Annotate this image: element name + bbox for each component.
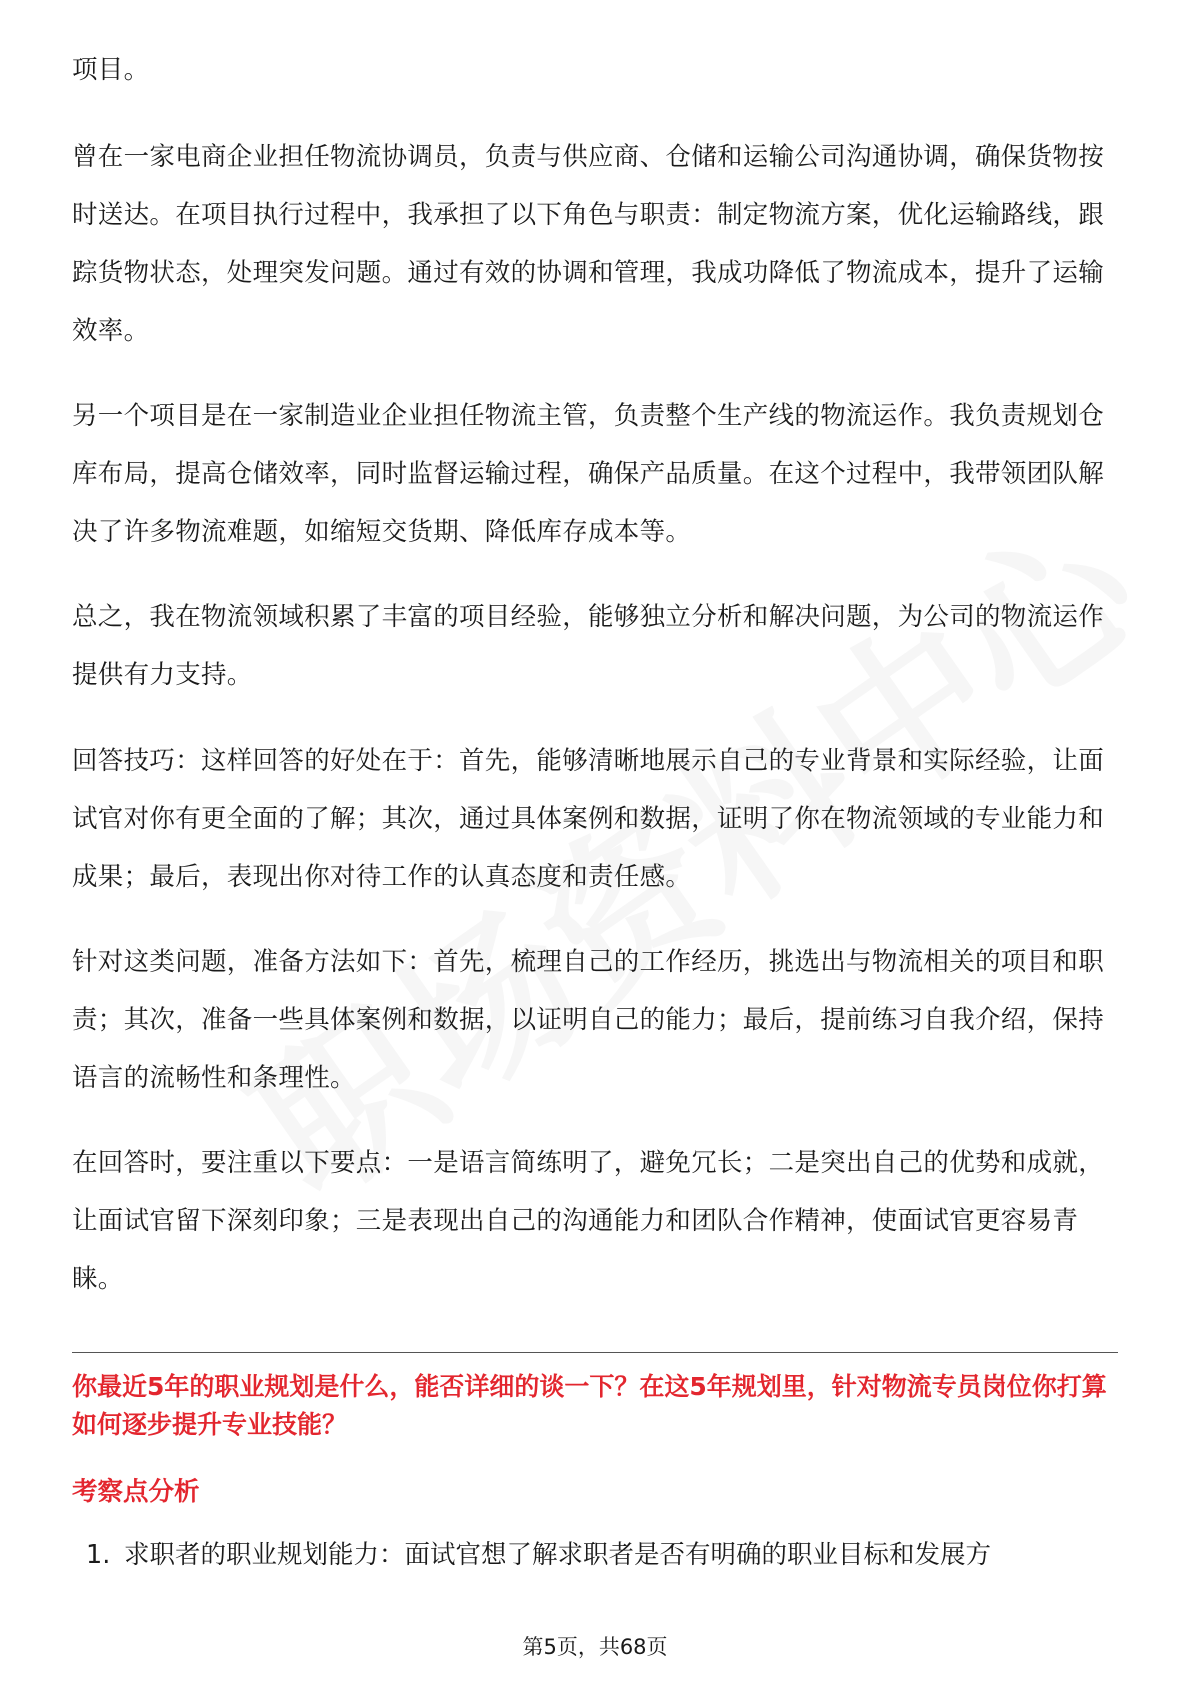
interview-question: 你最近5年的职业规划是什么，能否详细的谈一下？在这5年规划里，针对物流专员岗位你打算如何逐步提升专业技能？ [72,1372,1107,1439]
body-paragraph: 另一个项目是在一家制造业企业担任物流主管，负责整个生产线的物流运作。我负责规划仓库布局，提高仓储效率，同时监督运输过程，确保产品质量。在这个过程中，我带领团队解决了许多物流难题，如缩短交货期、降低库存成本等。 [72,401,1105,547]
body-paragraph: 针对这类问题，准备方法如下：首先，梳理自己的工作经历，挑选出与物流相关的项目和职责；其次，准备一些具体案例和数据，以证明自己的能力；最后，提前练习自我介绍，保持语言的流畅性和条理性。 [72,947,1105,1093]
body-paragraph: 在回答时，要注重以下要点：一是语言简练明了，避免冗长；二是突出自己的优势和成就，让面试官留下深刻印象；三是表现出自己的沟通能力和团队合作精神，使面试官更容易青睐。 [72,1148,1105,1294]
list-item [86,1532,1118,1578]
answer-tips-paragraph: 回答技巧：这样回答的好处在于：首先，能够清晰地展示自己的专业背景和实际经验，让面试官对你有更全面的了解；其次，通过具体案例和数据，证明了你在物流领域的专业能力和成果；最后，表现出你对待工作的认真态度和责任感。 [72,746,1105,892]
list-item-number: 1. [86,1540,111,1570]
section-heading: 考察点分析 [72,1477,200,1507]
page-number: 第5页，共68页 [522,1635,668,1659]
section-divider [72,1352,1118,1353]
body-paragraph: 总之，我在物流领域积累了丰富的项目经验，能够独立分析和解决问题，为公司的物流运作提供有力支持。 [72,602,1105,690]
body-paragraph: 曾在一家电商企业担任物流协调员，负责与供应商、仓储和运输公司沟通协调，确保货物按时送达。在项目执行过程中，我承担了以下角色与职责：制定物流方案，优化运输路线，跟踪货物状态，处理突发问题。通过有效的协调和管理，我成功降低了物流成本，提升了运输效率。 [72,142,1105,346]
body-paragraph: 项目。 [72,55,150,85]
document-page [72,0,1118,1684]
list-item-text: 求职者的职业规划能力：面试官想了解求职者是否有明确的职业目标和发展方 [124,1540,992,1570]
